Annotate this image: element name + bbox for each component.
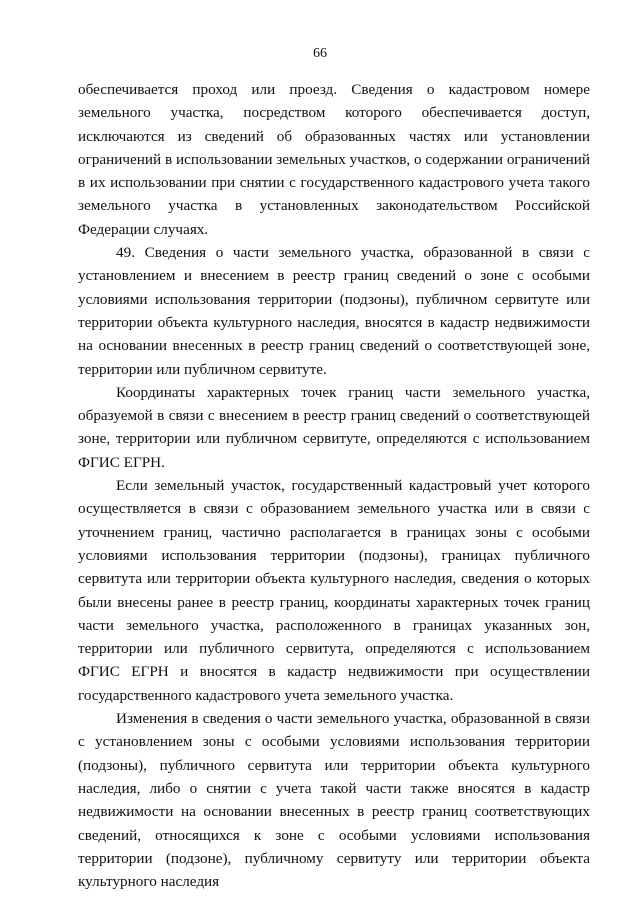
paragraph-4: Если земельный участок, государственный кадастровый учет которого осуществляется в связи с образованием земельного участка или в связи с уточнением границ, частично располагается в границах зоны с особыми условиями использования территории (подзоны), границах публичного сервитута или территории объекта культурного наследия, сведения о которых были внесены ранее в реестр границ, координаты характерных точек границ части земельного участка, расположенного в границах указанных зон, территории или публичного сервитута, определяются с использованием ФГИС ЕГРН и вносятся в кадастр недвижимости при осуществлении государственного кадастрового учета земельного участка.: [78, 477, 590, 704]
paragraph-2: 49. Сведения о части земельного участка, образованной в связи с установлением и внесением в реестр границ сведений о зоне с особыми условиями использования территории (подзоны), публичном сервитуте или территории объекта культурного наследия, вносятся в кадастр недвижимости на основании внесенных в реестр границ сведений о соответствующей зоне, территории или публичном сервитуте.: [78, 244, 590, 378]
paragraph-1: обеспечивается проход или проезд. Сведения о кадастровом номере земельного участка, посредством которого обеспечивается доступ, исключаются из сведений об образованных частях или установлении ограничений в использовании земельных участков, о содержании ограничений в их использовании при снятии с государственного кадастрового учета такого земельного участка в установленных законодательством Российской Федерации случаях.: [78, 81, 590, 238]
page-number: 66: [313, 46, 327, 61]
paragraph-3: Координаты характерных точек границ части земельного участка, образуемой в связи с внесением в реестр границ сведений о соответствующей зоне, территории или публичном сервитуте, определяются с использованием ФГИС ЕГРН.: [78, 383, 590, 471]
paragraph-5: Изменения в сведения о части земельного участка, образованной в связи с установлением зоны с особыми условиями использования территории (подзоны), публичного сервитута или территории объекта культурного наследия, либо о снятии с учета такой части также вносятся в кадастр недвижимости на основании внесенных в реестр границ соответствующих сведений, относящихся к зоне с особыми условиями использования территории (подзоне), публичному сервитуту или территории объекта культурного наследия: [78, 710, 590, 891]
document-body: [78, 78, 590, 893]
